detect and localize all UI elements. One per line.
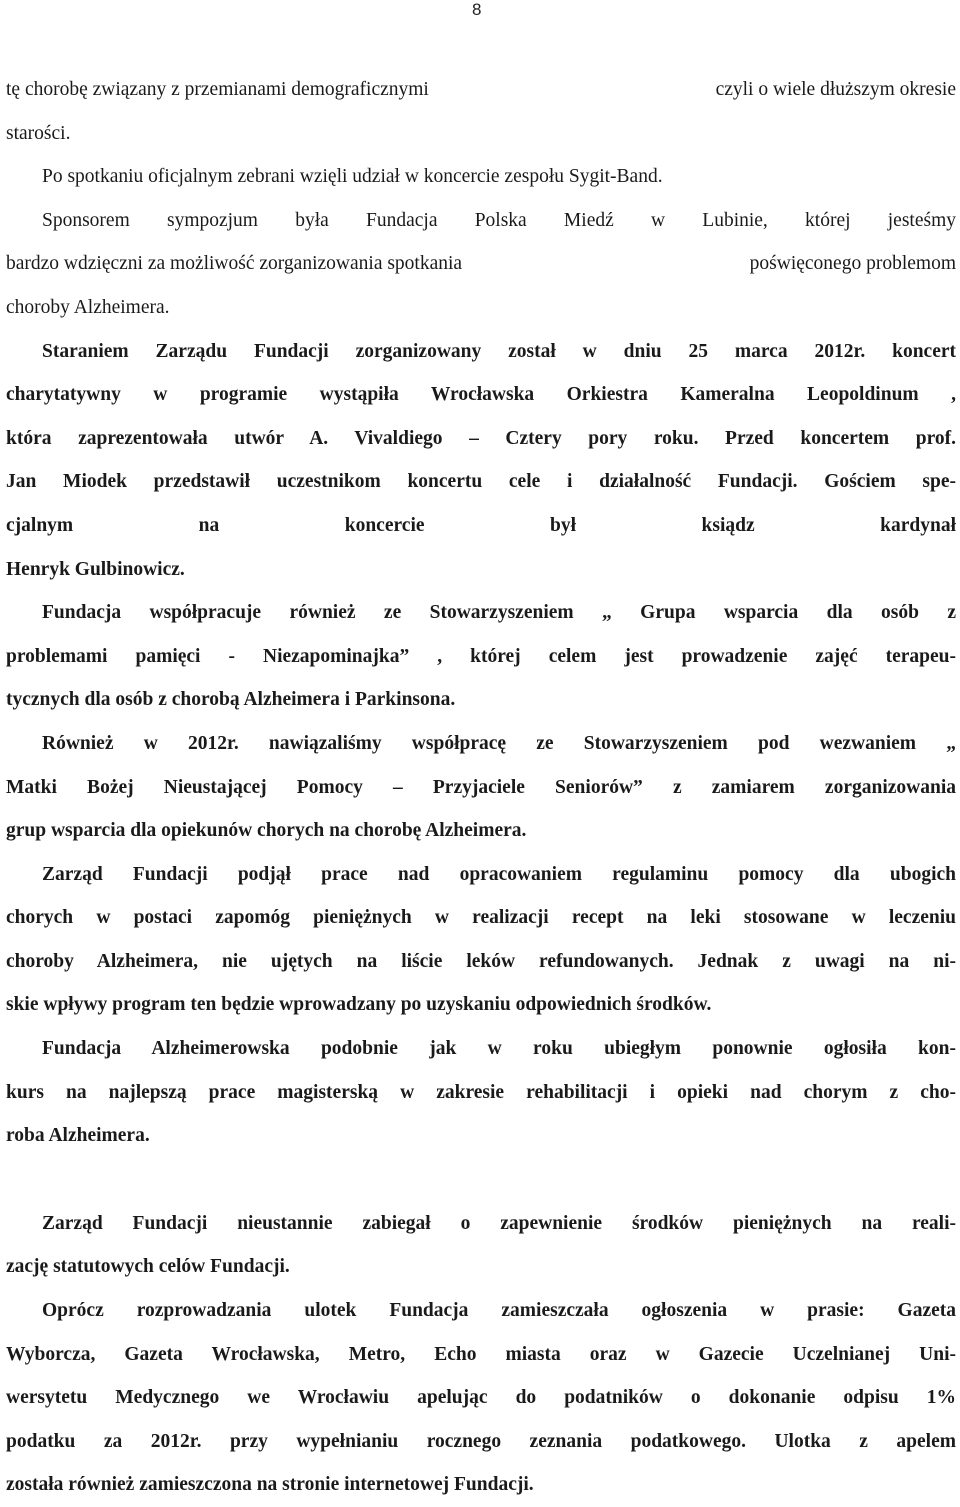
document-body bbox=[6, 68, 956, 1507]
text-segment: poświęconego problemom bbox=[749, 253, 956, 275]
text-line: starości. bbox=[6, 122, 71, 144]
text-line: tycznych dla osób z chorobą Alzheimera i Parkinsona. bbox=[6, 689, 456, 711]
text-line: Wyborcza, Gazeta Wrocławska, Metro, Echo miasta oraz w Gazecie Uczelnianej Uni- bbox=[6, 1343, 956, 1365]
text-line: grup wsparcia dla opiekunów chorych na chorobę Alzheimera. bbox=[6, 820, 527, 842]
text-segment: bardzo wdzięczni za możliwość zorganizowania spotkania bbox=[6, 253, 463, 275]
text-line: Fundacja Alzheimerowska podobnie jak w roku ubiegłym ponownie ogłosiła kon- bbox=[42, 1038, 956, 1060]
text-line: chorych w postaci zapomóg pieniężnych w realizacji recept na leki stosowane w leczeniu bbox=[6, 907, 956, 929]
text-line: choroby Alzheimera. bbox=[6, 296, 170, 318]
text-line: Również w 2012r. nawiązaliśmy współpracę ze Stowarzyszeniem pod wezwaniem „ bbox=[42, 732, 956, 754]
text-line: została również zamieszczona na stronie internetowej Fundacji. bbox=[6, 1474, 534, 1496]
text-line: Matki Bożej Nieustającej Pomocy – Przyjaciele Seniorów” z zamiarem zorganizowania bbox=[6, 776, 956, 798]
text-line: Zarząd Fundacji podjął prace nad opracowaniem regulaminu pomocy dla ubogich bbox=[42, 863, 956, 885]
text-segment: czyli o wiele dłuższym okresie bbox=[715, 79, 956, 100]
text-line bbox=[6, 504, 956, 548]
text-segment: tę chorobę związany z przemianami demograficznymi bbox=[6, 79, 429, 100]
text-line bbox=[6, 242, 956, 286]
paragraph-gap bbox=[6, 1158, 956, 1202]
text-line: charytatywny w programie wystąpiła Wrocławska Orkiestra Kameralna Leopoldinum , bbox=[6, 384, 956, 406]
text-line: Henryk Gulbinowicz. bbox=[6, 558, 185, 580]
text-segment: cjalnym na koncercie był ksiądz kardynał bbox=[6, 514, 956, 536]
text-line: Staraniem Zarządu Fundacji zorganizowany został w dniu 25 marca 2012r. koncert bbox=[42, 340, 956, 362]
text-line: wersytetu Medycznego we Wrocławiu apelując do podatników o dokonanie odpisu 1% bbox=[6, 1387, 956, 1409]
text-line: Po spotkaniu oficjalnym zebrani wzięli udział w koncercie zespołu Sygit-Band. bbox=[42, 166, 663, 188]
text-line: która zaprezentowała utwór A. Vivaldiego – Cztery pory roku. Przed koncertem prof. bbox=[6, 427, 956, 449]
text-line: skie wpływy program ten będzie wprowadzany po uzyskaniu odpowiednich środków. bbox=[6, 994, 712, 1016]
text-line: Jan Miodek przedstawił uczestnikom koncertu cele i działalność Fundacji. Gościem spe- bbox=[6, 471, 956, 493]
text-line: podatku za 2012r. przy wypełnianiu rocznego zeznania podatkowego. Ulotka z apelem bbox=[6, 1430, 956, 1452]
text-line: problemami pamięci - Niezapominajka” , której celem jest prowadzenie zajęć terapeu- bbox=[6, 645, 956, 667]
page-number: 8 bbox=[472, 0, 482, 19]
text-line: roba Alzheimera. bbox=[6, 1125, 150, 1147]
text-line bbox=[6, 68, 956, 112]
text-line: choroby Alzheimera, nie ujętych na liście leków refundowanych. Jednak z uwagi na ni- bbox=[6, 950, 956, 972]
text-line: Zarząd Fundacji nieustannie zabiegał o zapewnienie środków pieniężnych na reali- bbox=[42, 1212, 956, 1234]
text-line: Fundacja współpracuje również ze Stowarzyszeniem „ Grupa wsparcia dla osób z bbox=[42, 602, 956, 624]
text-line: Oprócz rozprowadzania ulotek Fundacja zamieszczała ogłoszenia w prasie: Gazeta bbox=[42, 1300, 956, 1322]
text-line: kurs na najlepszą prace magisterską w zakresie rehabilitacji i opieki nad chorym z cho- bbox=[6, 1081, 956, 1103]
text-line: zację statutowych celów Fundacji. bbox=[6, 1256, 290, 1278]
text-line: Sponsorem sympozjum była Fundacja Polska Miedź w Lubinie, której jesteśmy bbox=[42, 209, 956, 231]
